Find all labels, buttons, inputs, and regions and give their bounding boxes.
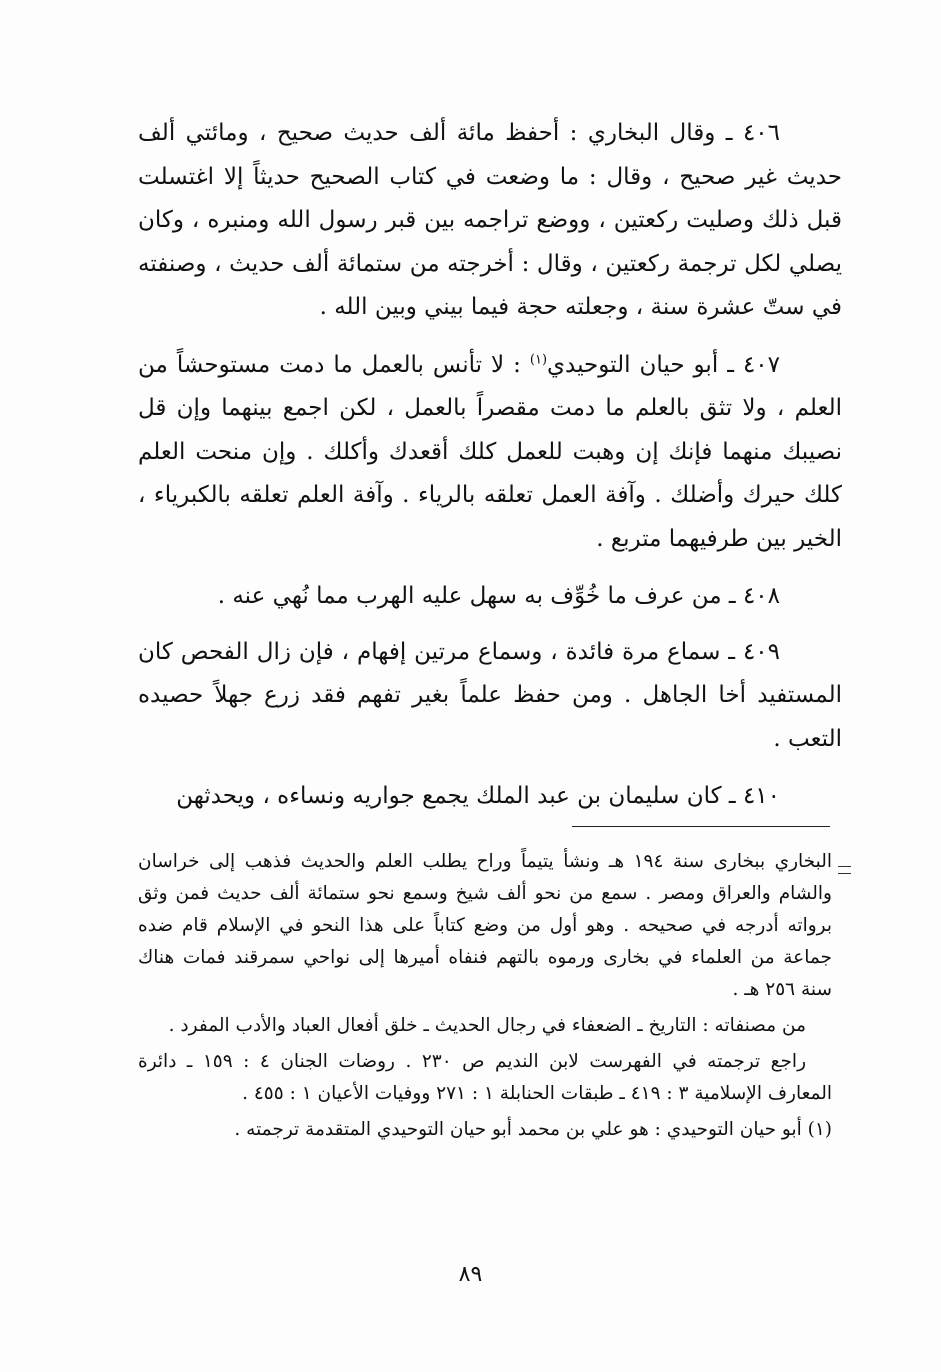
footnote-1: (١) أبو حيان التوحيدي : هو علي بن محمد أبو حيان التوحيدي المتقدمة ترجمته . — [234, 1119, 832, 1140]
main-text — [138, 112, 842, 833]
paragraph-407 — [138, 344, 842, 562]
paragraph-407-lead: ٤٠٧ ـ أبو حيان التوحيدي — [547, 351, 780, 378]
footnote-references: راجع ترجمته في الفهرست لابن النديم ص ٢٣٠ . روضات الجنان ٤ : ١٥٩ ـ دائرة المعارف الإسلامية ٣ : ٤١٩ ـ طبقات الحنابلة ١ : ٢٧١ ووفيات الأعيان ١ : ٤٥٥ . — [138, 1051, 832, 1104]
footnote-separator — [572, 826, 830, 827]
paragraph-407-body: : لا تأنس بالعمل ما دمت مستوحشاً من العلم ، ولا تثق بالعلم ما دمت مقصراً بالعمل ، لكن اجمع بينهما وإن قل نصيبك منهما فإنك إن وهبت للعمل كلك أقعدك وأكلك . وإن منحت العلم كلك حيرك وأضلك . وآفة العمل تعلقه بالرياء . وآفة العلم تعلقه بالكبرياء ، الخير بين طرفيهما متربع . — [138, 351, 842, 552]
page-number: ٨٩ — [458, 1262, 483, 1287]
paragraph-406: ٤٠٦ ـ وقال البخاري : أحفظ مائة ألف حديث صحيح ، ومائتي ألف حديث غير صحيح ، وقال : ما وضعت في كتاب الصحيح حديثاً إلا اغتسلت قبل ذلك وصليت ركعتين ، ووضع تراجمه بين قبر رسول الله ومنبره ، وكان يصلي لكل ترجمة ركعتين ، وقال : أخرجته من ستمائة ألف حديث ، وصنفته في ستّ عشرة سنة ، وجعلته حجة فيما بيني وبين الله . — [138, 120, 842, 320]
footnotes — [138, 846, 832, 1150]
continuation-mark — [838, 866, 851, 874]
paragraph-410: ٤١٠ ـ كان سليمان بن عبد الملك يجمع جواريه ونساءه ، ويحدثهن — [176, 783, 780, 809]
footnote-works: من مصنفاته : التاريخ ـ الضعفاء في رجال الحديث ـ خلق أفعال العباد والأدب المفرد . — [168, 1015, 806, 1036]
footnote-continued-bio: البخاري ببخارى سنة ١٩٤ هـ ونشأ يتيماً وراح يطلب العلم والحديث فذهب إلى خراسان والشام والعراق ومصر . سمع من نحو ألف شيخ وسمع نحو ستمائة ألف حديث فمن وثق برواته أدرجه في صحيحه . وهو أول من وضع كتاباً على هذا النحو في الإسلام قام ضده جماعة من العلماء في بخارى ورموه بالتهم فنفاه أميرها إلى نواحي سمرقند فمات هناك سنة ٢٥٦ هـ . — [138, 851, 832, 1000]
paragraph-409: ٤٠٩ ـ سماع مرة فائدة ، وسماع مرتين إفهام ، فإن زال الفحص كان المستفيد أخا الجاهل . ومن حفظ علماً بغير تفهم فقد زرع جهلاً حصيده التعب . — [138, 638, 842, 752]
paragraph-408: ٤٠٨ ـ من عرف ما خُوِّف به سهل عليه الهرب مما نُهي عنه . — [217, 583, 780, 609]
footnote-ref-1[interactable]: (١) — [529, 351, 548, 367]
